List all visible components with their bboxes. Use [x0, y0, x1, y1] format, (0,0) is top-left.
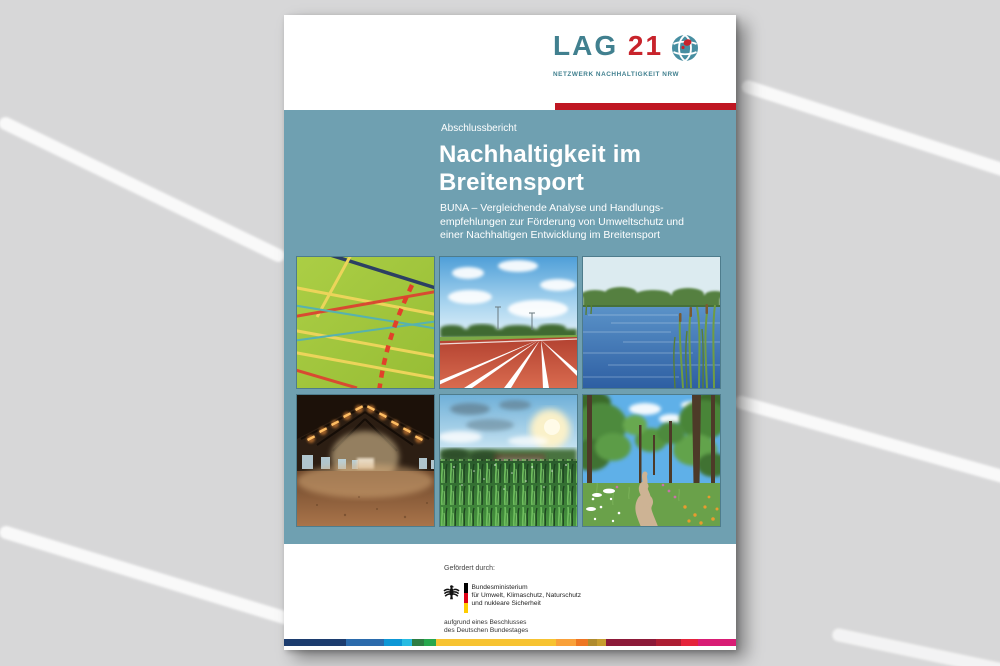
accent-red-bar	[555, 103, 736, 110]
ministry-logo	[443, 583, 581, 613]
lag21-logo-wordmark: LAG 21	[553, 30, 664, 61]
sdg-stripe-segment	[436, 639, 556, 646]
report-cover-page	[284, 15, 736, 650]
federal-eagle-icon	[443, 583, 460, 606]
photo-lake	[583, 257, 720, 388]
bundestag-note: aufgrund eines Beschlusses des Deutschen Bundestages	[444, 619, 529, 635]
sdg-stripe-segment	[656, 639, 681, 646]
photo-sports-hall-floor	[297, 257, 434, 388]
track-lane-line	[831, 627, 1000, 666]
funded-by-label: Gefördert durch:	[444, 565, 495, 572]
track-lane-line	[0, 524, 302, 628]
lag21-logo	[553, 30, 723, 78]
cover-photo-grid	[297, 257, 720, 526]
track-lane-line	[733, 394, 1000, 484]
sdg-stripe-segment	[606, 639, 656, 646]
german-flag-bar	[464, 583, 468, 613]
sdg-stripe-segment	[384, 639, 402, 646]
sdg-stripe-segment	[346, 639, 384, 646]
track-lane-line	[740, 79, 1000, 179]
sdg-stripe-segment	[556, 639, 576, 646]
sdg-stripe-segment	[412, 639, 424, 646]
cover-panel	[284, 110, 736, 544]
logo-tagline: NETZWERK NACHHALTIGKEIT NRW	[553, 71, 680, 78]
photo-forest-path	[583, 395, 720, 526]
report-title: Nachhaltigkeit im Breitensport	[439, 141, 642, 196]
report-subtitle: BUNA – Vergleichende Analyse und Handlungs- empfehlungen zur Förderung von Umweltschutz und einer Nachhaltigen Entwicklung im Breitensport	[440, 202, 684, 242]
sdg-stripe-segment	[681, 639, 698, 646]
sdg-color-stripe	[284, 639, 736, 646]
ministry-name: Bundesministerium für Umwelt, Klimaschutz, Naturschutz und nukleare Sicherheit	[471, 584, 582, 607]
sdg-stripe-segment	[576, 639, 588, 646]
sdg-stripe-segment	[284, 639, 346, 646]
globe-icon	[670, 33, 700, 68]
sdg-stripe-segment	[597, 639, 606, 646]
photo-grass-field	[440, 395, 577, 526]
photo-running-track	[440, 257, 577, 388]
sdg-stripe-segment	[402, 639, 412, 646]
track-lane-line	[0, 115, 287, 264]
report-kicker: Abschlussbericht	[441, 123, 517, 134]
sdg-stripe-segment	[588, 639, 597, 646]
photo-riding-arena	[297, 395, 434, 526]
sdg-stripe-segment	[698, 639, 736, 646]
sdg-stripe-segment	[424, 639, 436, 646]
